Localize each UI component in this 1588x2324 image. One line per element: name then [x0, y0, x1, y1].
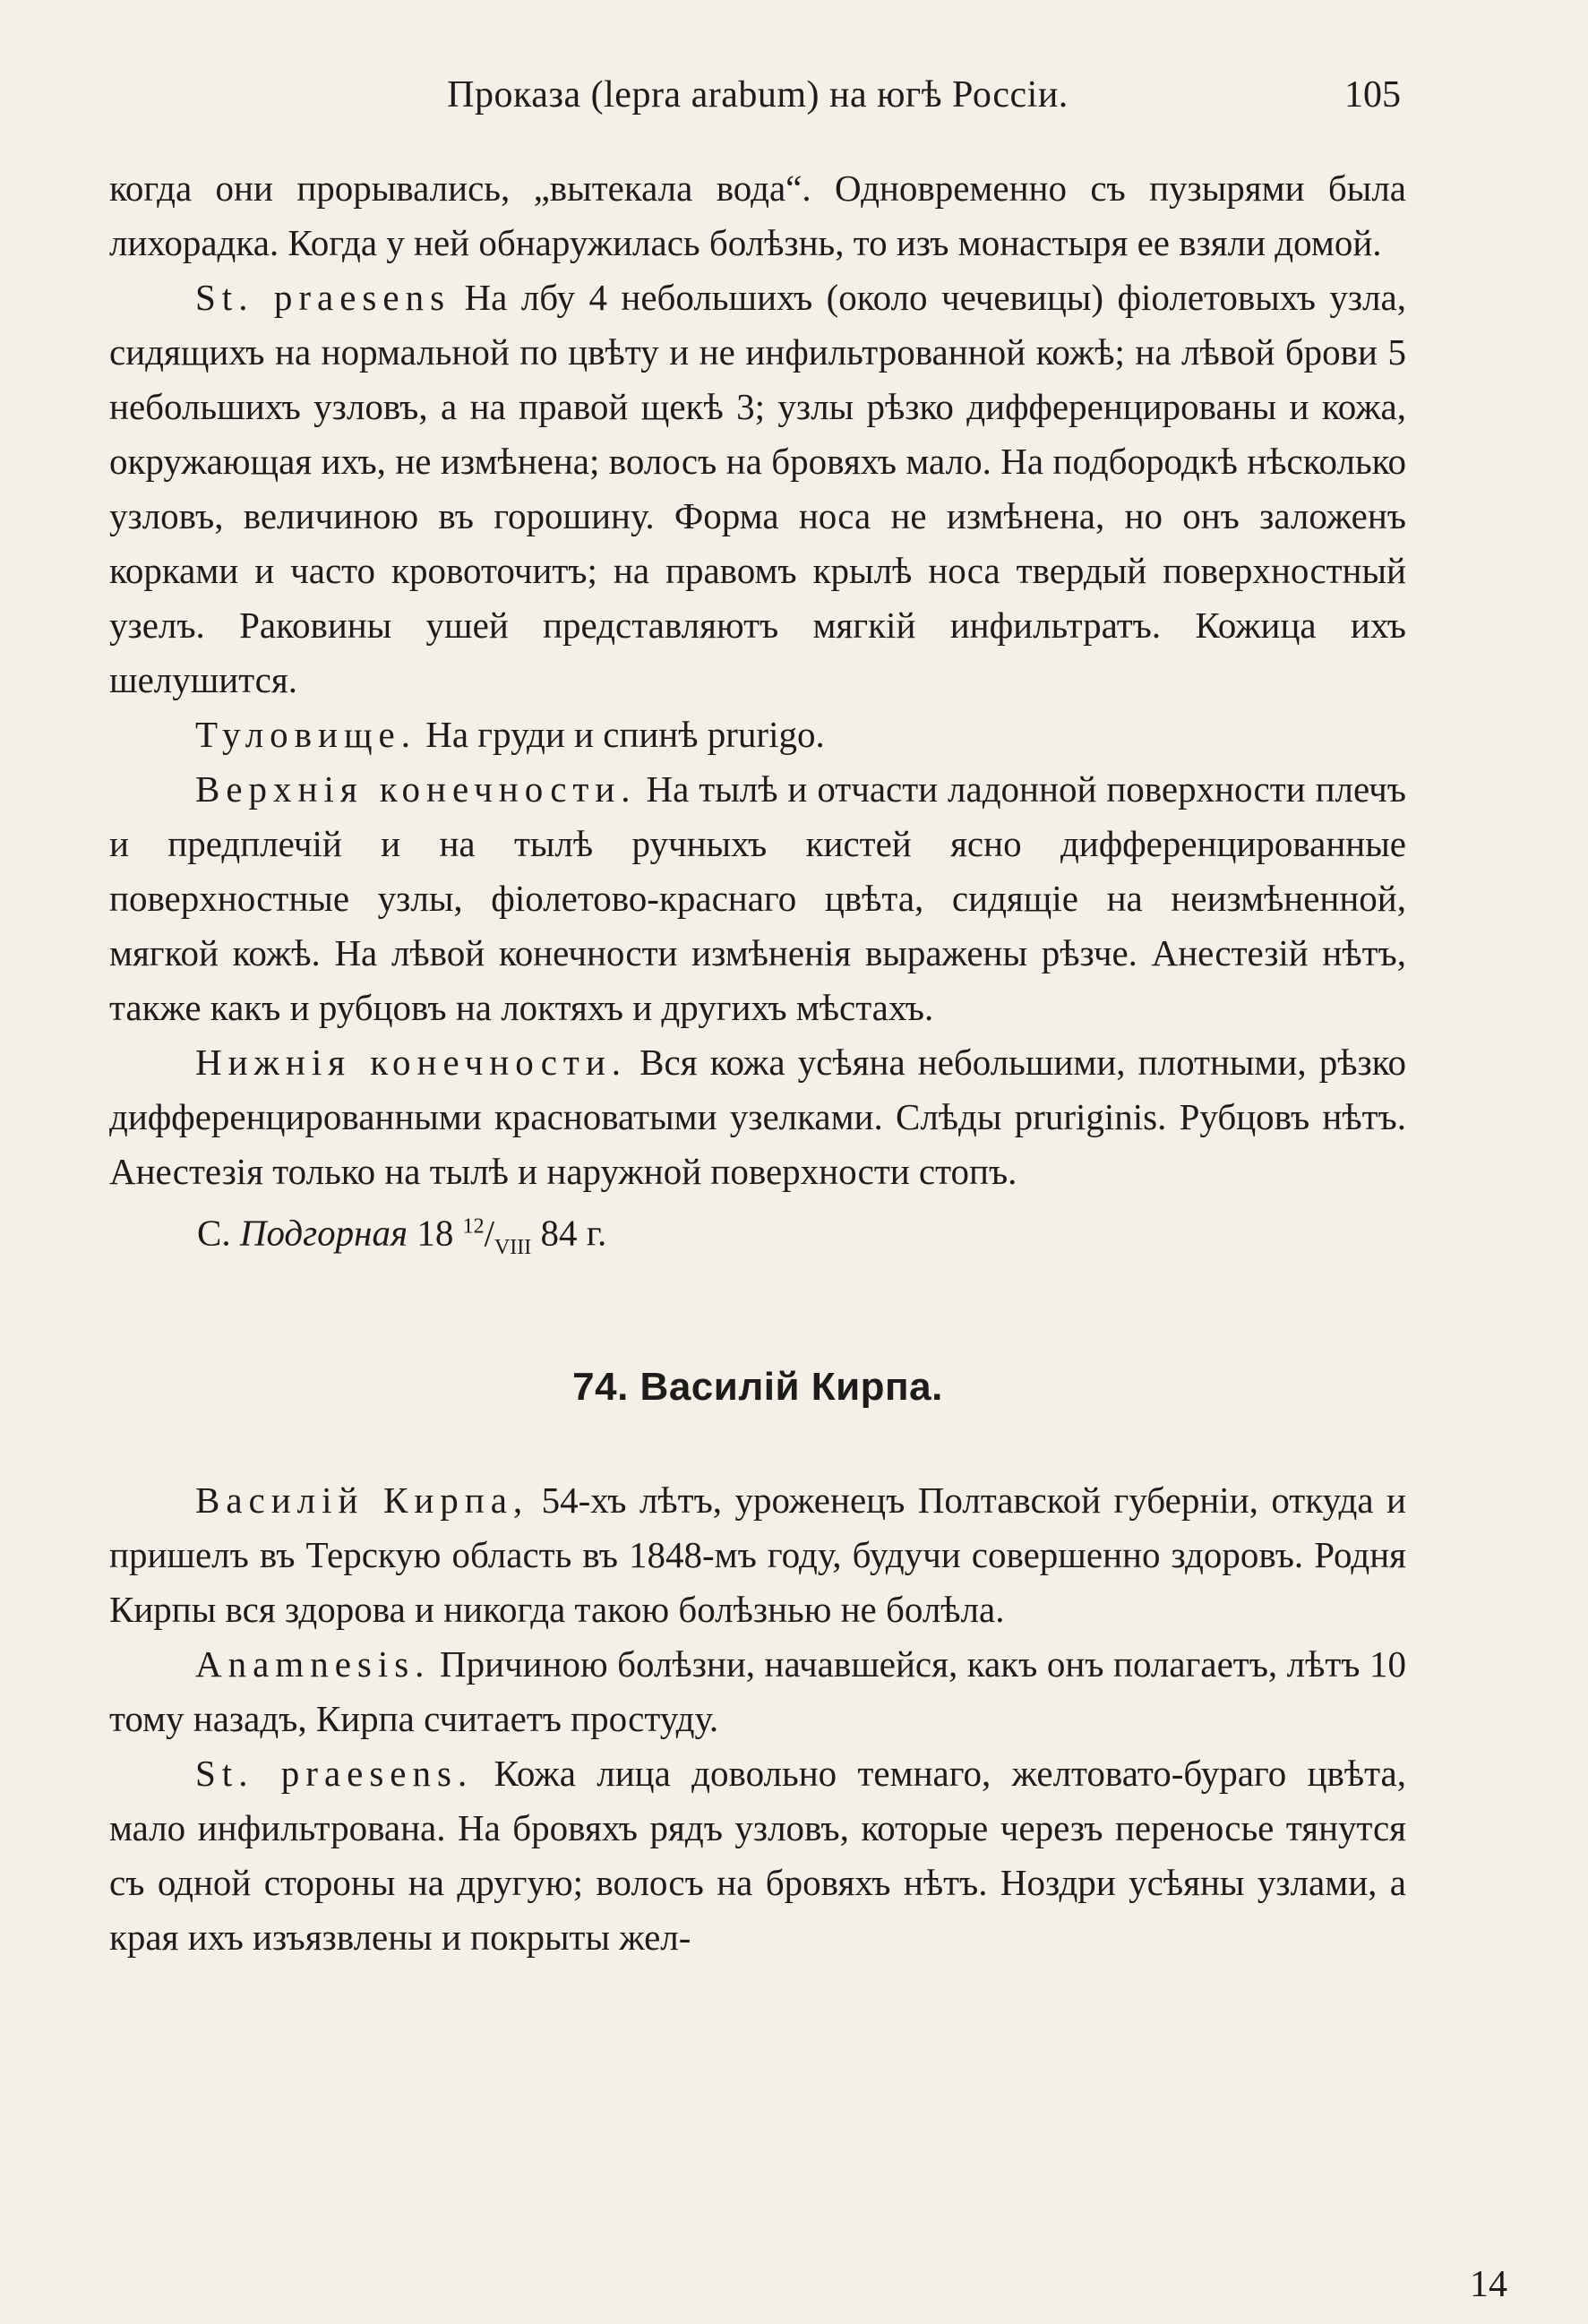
- paragraph-body: 54-хъ лѣтъ, уроженецъ Полтавской губерніи, откуда и пришелъ въ Терскую область въ 1848-мъ году, будучи совершенно здоровъ. Родня Кирпы вся здорова и никогда такою болѣзнью не болѣла.: [109, 1479, 1406, 1630]
- paragraph-body: Вся кожа усѣяна небольшими, плотными, рѣзко дифференцированными красноватыми узелками. Слѣды pruriginis. Рубцовъ нѣтъ. Анестезія только на тылѣ и наружной поверхности стопъ.: [109, 1042, 1406, 1192]
- signoff-date-month: VIII: [494, 1235, 532, 1259]
- paragraph-body: Причиною болѣзни, начавшейся, какъ онъ полагаетъ, лѣтъ 10 тому назадъ, Кирпа считаетъ простуду.: [109, 1642, 1406, 1739]
- paragraph-body: На лбу 4 небольшихъ (около чечевицы) фіолетовыхъ узла, сидящихъ на нормальной по цвѣту и не инфильтрованной кожѣ; на лѣвой брови 5 небольшихъ узловъ, а на правой щекѣ 3; узлы рѣзко дифференцированы и кожа, окружающая ихъ, не измѣнена; волосъ на бровяхъ мало. На подбородкѣ нѣсколько узловъ, величиною въ горошину. Форма носа не измѣнена, но онъ заложенъ корками и часто кровоточитъ; на правомъ крылѣ носа твердый поверхностный узелъ. Раковины ушей представляютъ мягкій инфильтратъ. Кожица ихъ шелушится.: [109, 277, 1406, 700]
- paragraph-torso: [109, 707, 1406, 762]
- paragraph-patient-intro: [109, 1473, 1406, 1637]
- signoff-date-fraction: $^{12}/_{VIII}$: [462, 1212, 532, 1259]
- paragraph-upper-limbs: [109, 762, 1406, 1035]
- paragraph-lead: Василій Кирпа,: [195, 1479, 529, 1521]
- paragraph-lead: St. praesens: [195, 277, 451, 318]
- body-text: [109, 161, 1406, 1965]
- page-number: 105: [1344, 74, 1401, 116]
- running-title: Проказа (lepra arabum) на югѣ Россіи.: [447, 74, 1069, 116]
- section-heading: 74. Василій Кирпа.: [572, 1364, 943, 1409]
- paragraph-lead: Anamnesis.: [195, 1642, 431, 1685]
- paragraph-lead: Туловище.: [195, 714, 416, 755]
- place-date-signoff: [197, 1199, 1406, 1275]
- signoff-place: Подгорная: [239, 1212, 408, 1254]
- paragraph-lower-limbs: [109, 1035, 1406, 1199]
- paragraph-lead: Верхнія конечности.: [195, 768, 637, 810]
- running-head: [107, 73, 1408, 127]
- signature-mark: 14: [1470, 2264, 1507, 2305]
- paragraph-status-praesens: [109, 270, 1406, 707]
- paragraph-body: На груди и спинѣ prurigo.: [416, 714, 825, 755]
- signoff-year: 84 г.: [540, 1212, 607, 1254]
- paragraph-status-praesens-2: [109, 1746, 1406, 1965]
- paragraph-body: На тылѣ и отчасти ладонной поверхности плечъ и предплечій и на тылѣ ручныхъ кистей ясно дифференцированные поверхностные узлы, фіолетово-краснаго цвѣта, сидящіе на неизмѣненной, мягкой кожѣ. На лѣвой конечности измѣненія выражены рѣзче. Анестезій нѣтъ, также какъ и рубцовъ на локтяхъ и другихъ мѣстахъ.: [109, 768, 1406, 1028]
- paragraph-body: Кожа лица довольно темнаго, желтовато-бураго цвѣта, мало инфильтрована. На бровяхъ рядъ узловъ, которые черезъ переносье тянутся съ одной стороны на другую; волосъ на бровяхъ нѣтъ. Ноздри усѣяны узлами, а края ихъ изъязвлены и покрыты жел-: [109, 1752, 1406, 1958]
- paragraph-1: когда они прорывались, „вытекала вода“. Одновременно съ пузырями была лихорадка. Когда у ней обнаружилась болѣзнь, то изъ монастыря ее взяли домой.: [109, 167, 1406, 263]
- signoff-prefix: С.: [197, 1212, 231, 1254]
- signoff-day: 18: [416, 1212, 454, 1254]
- paragraph-lead: Нижнія конечности.: [195, 1042, 628, 1083]
- paragraph-anamnesis: [109, 1637, 1406, 1746]
- paragraph-lead: St. praesens.: [195, 1752, 474, 1794]
- signoff-date-numerator: 12: [462, 1214, 485, 1238]
